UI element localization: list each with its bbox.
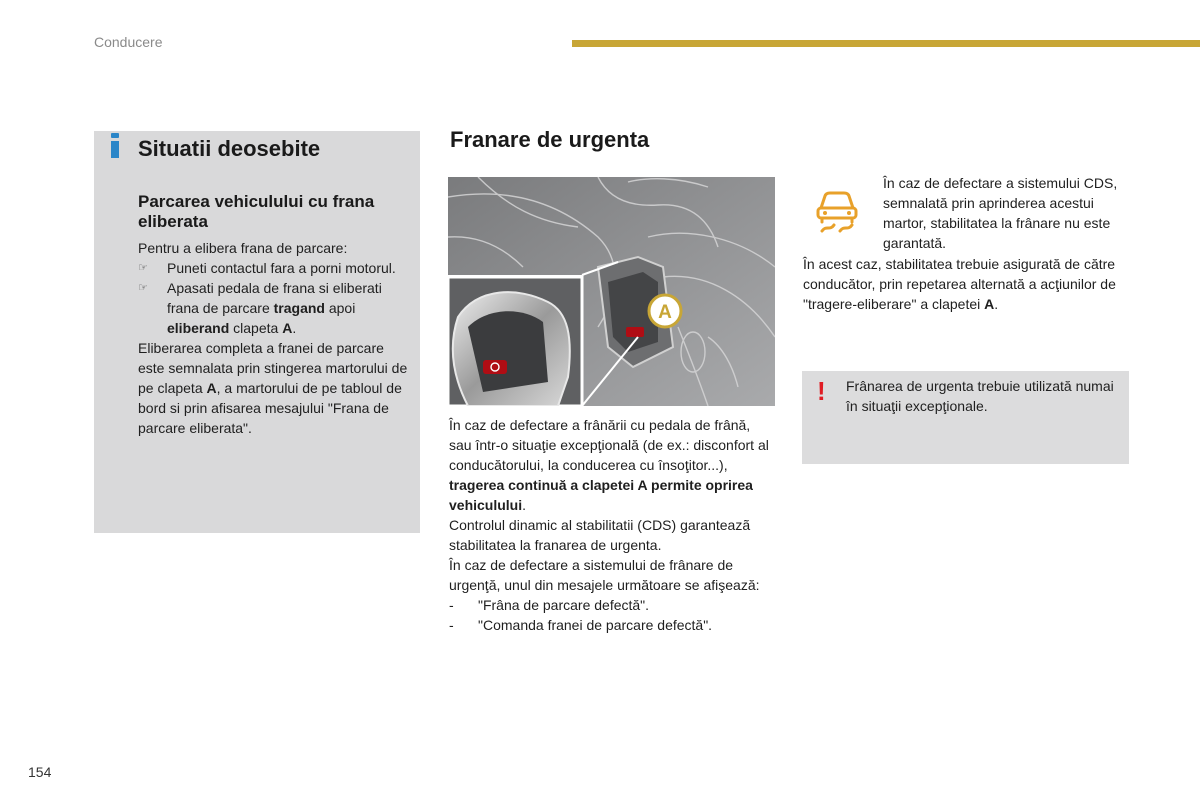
pointing-hand-icon: ☞	[138, 262, 148, 274]
bullet-text: .	[292, 320, 297, 336]
stability-control-icon	[812, 184, 862, 234]
main-paragraph-2: Controlul dinamic al stabilitatii (CDS) garanteazã stabilitatea la franarea de urgenta.	[449, 517, 751, 553]
main-title: Franare de urgenta	[450, 127, 650, 152]
list-item	[449, 595, 771, 615]
bullet-text: apoi	[324, 300, 356, 316]
paragraph-text: Eliberarea completa a franei de parcare este semnalata prin stingerea martorului de pe clapeta	[138, 340, 408, 396]
right-paragraph	[803, 254, 1123, 314]
bold-term: eliberand	[167, 320, 230, 336]
main-body	[449, 415, 771, 635]
info-box-body	[138, 238, 410, 438]
message-text: "Frâna de parcare defectă".	[478, 597, 650, 613]
page-number: 154	[28, 764, 52, 780]
header-accent-bar	[572, 40, 1200, 47]
paragraph-text: În caz de defectare a frânării cu pedala de frână, sau într-o situaţie excepţională (de ex.: disconfort al conducătorului, la conducerea cu însoţitor...),	[449, 417, 769, 473]
parking-brake-photo	[448, 177, 775, 406]
info-box-title: Situatii deosebite	[138, 136, 321, 161]
pointing-hand-icon: ☞	[138, 282, 148, 294]
info-bullet-list	[138, 258, 410, 338]
list-item	[138, 278, 410, 338]
parking-brake-illustration	[448, 177, 775, 406]
list-item	[138, 258, 410, 278]
bullet-text: clapeta	[229, 320, 283, 336]
bold-term: tragand	[273, 300, 325, 316]
bold-term: tragerea continuă a clapetei A permite oprirea vehiculului	[449, 477, 753, 513]
paragraph-text: .	[994, 296, 999, 312]
paragraph-text: , a martorului de pe tabloul de bord si prin afisarea mesajului "Frana de parcare eliberata".	[138, 380, 402, 436]
message-list	[449, 595, 771, 635]
dash-marker: -	[449, 617, 454, 633]
dash-marker: -	[449, 597, 454, 613]
list-item	[449, 615, 771, 635]
bold-term: A	[206, 380, 217, 396]
info-icon-stem	[111, 141, 119, 158]
warning-text: Frânarea de urgenta trebuie utilizată numai în situaţii excepţionale.	[846, 378, 1114, 414]
bold-term: A	[984, 296, 995, 312]
info-box-subtitle: Parcarea vehiculului cu frana eliberata	[138, 192, 375, 231]
exclamation-icon: !	[817, 376, 826, 406]
bullet-text: Apasati pedala de frana si eliberati frana de parcare	[167, 280, 382, 316]
info-icon-dot	[111, 133, 119, 138]
cds-warning-text: În caz de defectare a sistemului CDS, semnalată prin aprinderea acestui martor, stabilitatea la frânare nu este garantată.	[883, 175, 1118, 251]
info-intro: Pentru a elibera frana de parcare:	[138, 240, 348, 256]
section-title: Conducere	[94, 34, 163, 50]
main-paragraph-3: În caz de defectare a sistemului de frânare de urgenţă, unul din mesajele următoare se afişează:	[449, 557, 760, 593]
paragraph-text: .	[522, 497, 527, 513]
bullet-text: Puneti contactul fara a porni motorul.	[167, 260, 396, 276]
message-text: "Comanda franei de parcare defectă".	[478, 617, 713, 633]
paragraph-text: În acest caz, stabilitatea trebuie asigurată de către conducător, prin repetarea alternată a acţiunilor de "tragere-eliberare" a clapetei	[803, 256, 1116, 312]
bold-term: A	[282, 320, 293, 336]
label-a: A	[658, 302, 672, 323]
info-paragraph	[138, 338, 410, 438]
main-paragraph-1	[449, 415, 771, 515]
info-icon	[110, 133, 120, 158]
stability-control-icon-svg	[812, 184, 862, 234]
